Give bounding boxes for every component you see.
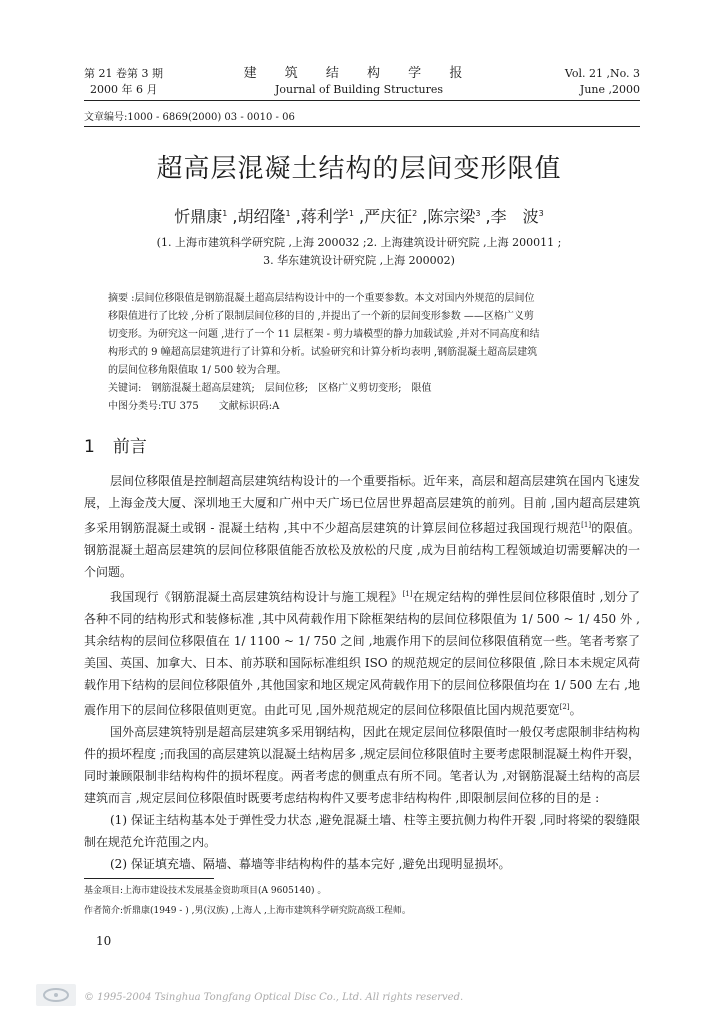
abstract-line: 移限值进行了比较 ,分析了限制层间位移的目的 ,并提出了一个新的层间变形参数 ——区格广义剪 <box>108 311 534 322</box>
journal-name-en: Journal of Building Structures <box>275 83 443 96</box>
section-heading <box>84 432 147 457</box>
paragraph-text: 。 <box>569 703 582 717</box>
copyright-notice: © 1995-2004 Tsinghua Tongfang Optical Disc Co., Ltd. All rights reserved. <box>84 992 464 1003</box>
paragraph-text: 我国现行《钢筋混凝土高层建筑结构设计与施工规程》 <box>110 590 403 604</box>
author: 忻鼎康 <box>174 207 223 226</box>
keywords: 关键词: 钢筋混凝土超高层建筑; 层间位移; 区格广义剪切变形; 限值 <box>108 383 432 394</box>
paper-title: 超高层混凝土结构的层间变形限值 <box>156 154 562 184</box>
author-list: 忻鼎康$^1$ ,胡绍隆$^1$ ,蒋利学$^1$ ,严庆征$^2$ ,陈宗梁$^3$ ,李 波$^3$ <box>174 207 544 226</box>
classification-code: 中图分类号:TU 375 文献标识码:A <box>108 401 280 412</box>
header-rule <box>84 100 640 101</box>
date-cn: 2000 年 6 月 <box>90 83 158 96</box>
paragraph-text: 层间位移限值是控制超高层建筑结构设计的一个重要指标。近年来，高层和超高层建筑在国内飞速发展，上海金茂大厦、深圳地王大厦和广州中天广场已位居世界超高层建筑的前列。目前 ,国内超高层建筑多采用钢筋混凝土或钢 - 混凝土结构 ,其中不少超高层建筑的计算层间位移超过我国现行规范 <box>84 474 640 535</box>
paragraph <box>84 470 640 583</box>
article-number-rule <box>84 126 640 127</box>
abstract-line: 的层间位移角限值取 1/ 500 较为合理。 <box>108 365 287 376</box>
abstract-line: 摘要 :层间位移限值是钢筋混凝土超高层结构设计中的一个重要参数。本文对国内外规范的层间位 <box>108 293 535 304</box>
affiliation-line: 3. 华东建筑设计研究院 ,上海 200002) <box>263 254 455 267</box>
author: 李 波 <box>490 207 539 226</box>
journal-volume-en <box>565 66 640 98</box>
abstract-line: 切变形。为研究这一问题 ,进行了一个 11 层框架 - 剪力墙模型的静力加载试验 ,并对不同高度和结 <box>108 329 540 340</box>
affiliation-line: (1. 上海市建筑科学研究院 ,上海 200032 ;2. 上海建筑设计研究院 ,上海 200011 ; <box>156 236 562 249</box>
section-number: 1 <box>84 437 95 457</box>
author-bio-note: 作者简介:忻鼎康(1949 - ) ,男(汉族) ,上海人 ,上海市建筑科学研究院高级工程师。 <box>84 906 411 916</box>
paragraph-text: 在规定结构的弹性层间位移限值时 ,划分了各种不同的结构形式和装修标准 ,其中风荷载作用下除框架结构的层间位移限值为 1/ 500 ~ 1/ 450 外 ,其余结构的层间位移限值在 1/ 1100 ~ 1/ 750 之间 ,地震作用下的层间位移限值稍宽一些。笔者考察了美国、英国、加拿大、日本、前苏联和国际标准组织 ISO 的规范规定的层间位移限值 ,除日本未规定风荷载作用下结构的层间位移限值外 ,其他国家和地区规定风荷载作用下的层间位移限值均在 1/ 500 左右 ,地震作用下的层间位移限值则更宽。由此可见 ,国外规范规定的层间位移限值比国内规范要宽 <box>84 590 640 717</box>
article-number: 文章编号:1000 - 6869(2000) 03 - 0010 - 06 <box>84 112 295 123</box>
author-mark: 2 <box>412 209 418 218</box>
paragraph: (2) 保证填充墙、隔墙、幕墙等非结构构件的基本完好 ,避免出现明显损坏。 <box>110 857 511 871</box>
footnote-rule <box>84 878 214 879</box>
author-mark: 1 <box>222 209 228 218</box>
citation: [2] <box>559 703 570 711</box>
volume-issue-en: Vol. 21 ,No. 3 <box>564 67 640 80</box>
abstract-line: 构形式的 9 幢超高层建筑进行了计算和分析。试验研究和计算分析均表明 ,钢筋混凝土超高层建筑 <box>108 347 538 358</box>
paragraph: (1) 保证主结构基本处于弹性受力状态 ,避免混凝土墙、柱等主要抗侧力构件开裂 ,同时将梁的裂缝限制在规范允许范围之内。 <box>84 813 640 849</box>
author-mark: 1 <box>285 209 291 218</box>
journal-name-cn: 建 筑 结 构 学 报 <box>243 66 475 81</box>
author: 陈宗梁 <box>427 207 476 226</box>
publisher-logo-icon <box>36 984 76 1006</box>
abstract <box>108 290 618 416</box>
volume-issue-cn: 第 21 卷第 3 期 <box>84 67 163 80</box>
author-mark: 3 <box>538 209 544 218</box>
author: 胡绍隆 <box>237 207 286 226</box>
author-mark: 1 <box>348 209 354 218</box>
citation: [1] <box>402 590 413 598</box>
author-mark: 3 <box>475 209 481 218</box>
funding-note: 基金项目:上海市建设技术发展基金资助项目(A 9605140) 。 <box>84 886 327 896</box>
paragraph <box>84 583 640 721</box>
paragraph: 国外高层建筑特别是超高层建筑多采用钢结构，因此在规定层间位移限值时一般仅考虑限制非结构构件的损坏程度 ;而我国的高层建筑以混凝土结构居多 ,规定层间位移限值时主要考虑限制混凝土构件开裂，同时兼顾限制非结构构件的损坏程度。两者考虑的侧重点有所不同。笔者认为 ,对钢筋混凝土结构的高层建筑而言 ,规定层间位移限值时既要考虑结构构件又要考虑非结构构件 ,即限制层间位移的目的是 : <box>84 725 640 805</box>
citation: [1] <box>581 521 592 529</box>
author: 严庆征 <box>364 207 413 226</box>
body-text <box>84 470 640 875</box>
author: 蒋利学 <box>300 207 349 226</box>
section-title: 前言 <box>112 437 147 457</box>
date-en: June ,2000 <box>579 83 640 96</box>
page-number: 10 <box>96 934 112 948</box>
paragraph-text: 的限值。钢筋混凝土超高层建筑的层间位移限值能否放松及放松的尺度 ,成为目前结构工程领域迫切需要解决的一个问题。 <box>84 521 640 579</box>
